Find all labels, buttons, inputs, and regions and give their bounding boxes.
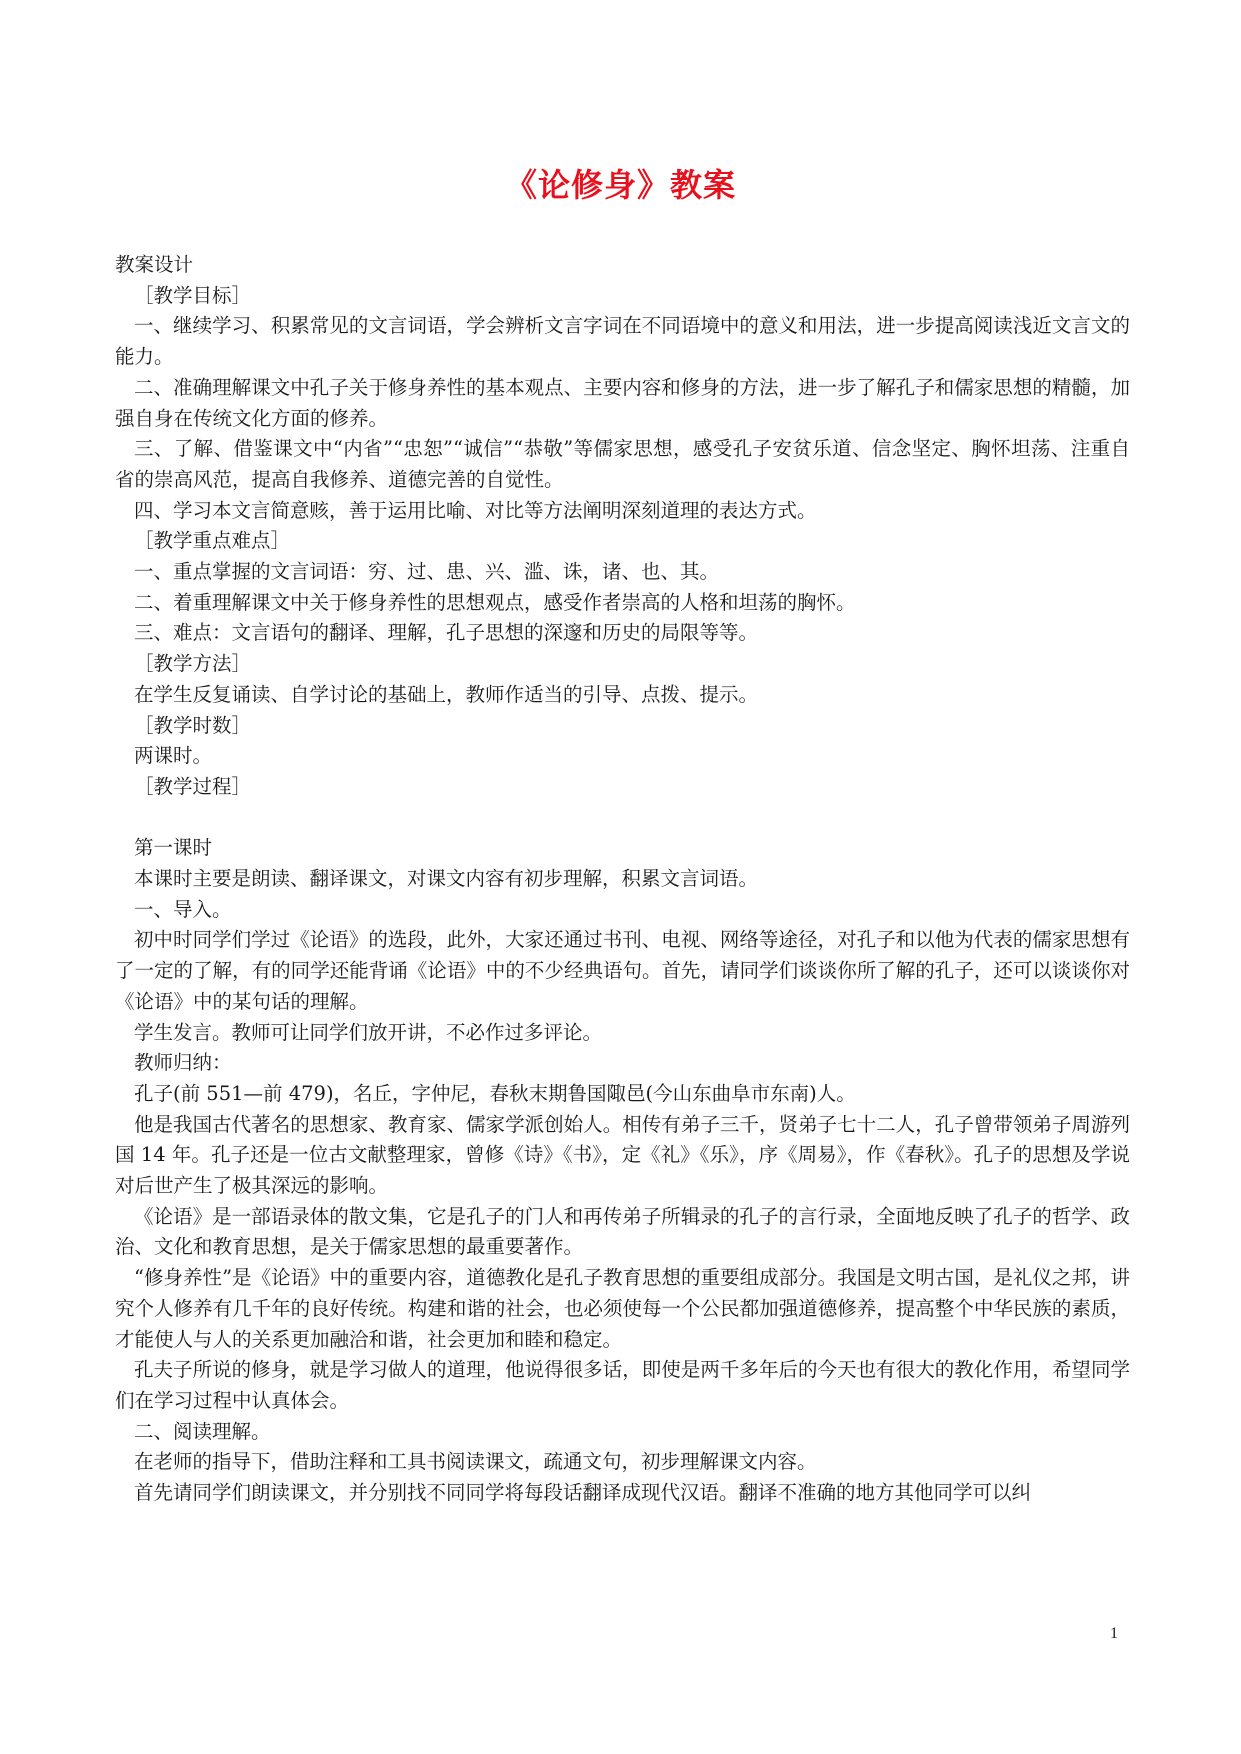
paragraph: 《论语》是一部语录体的散文集，它是孔子的门人和再传弟子所辑录的孔子的言行录，全面地反映了孔子的哲学、政治、文化和教育思想，是关于儒家思想的最重要著作。 bbox=[115, 1204, 1130, 1259]
paragraph: 首先请同学们朗读课文，并分别找不同同学将每段话翻译成现代汉语。翻译不准确的地方其他同学可以纠 bbox=[134, 1481, 1032, 1505]
paragraph: 一、重点掌握的文言词语：穷、过、患、兴、滥、诛，诸、也、其。 bbox=[134, 560, 720, 584]
document-title: 《论修身》教案 bbox=[504, 166, 736, 204]
paragraph: 一、继续学习、积累常见的文言词语，学会辨析文言字词在不同语境中的意义和用法，进一步提高阅读浅近文言文的能力。 bbox=[115, 314, 1130, 369]
subheading-teaching-goals: ［教学目标］ bbox=[134, 283, 252, 307]
step-heading: 二、阅读理解。 bbox=[134, 1419, 271, 1443]
paragraph: 教师归纳： bbox=[134, 1051, 232, 1075]
paragraph: 四、学习本文言简意赅，善于运用比喻、对比等方法阐明深刻道理的表达方式。 bbox=[134, 498, 817, 522]
subheading-key-points: ［教学重点难点］ bbox=[134, 529, 291, 553]
paragraph: 二、准确理解课文中孔子关于修身养性的基本观点、主要内容和修身的方法，进一步了解孔子和儒家思想的精髓，加强自身在传统文化方面的修养。 bbox=[115, 375, 1130, 430]
paragraph: 三、难点：文言语句的翻译、理解，孔子思想的深邃和历史的局限等等。 bbox=[134, 621, 759, 645]
paragraph: 他是我国古代著名的思想家、教育家、儒家学派创始人。相传有弟子三千，贤弟子七十二人，孔子曾带领弟子周游列国 14 年。孔子还是一位古文献整理家，曾修《诗》《书》，定《礼》《乐》，序《周易》，作《春秋》。孔子的思想及学说对后世产生了极其深远的影响。 bbox=[115, 1112, 1130, 1198]
paragraph: 在老师的指导下，借助注释和工具书阅读课文，疏通文句，初步理解课文内容。 bbox=[134, 1450, 817, 1474]
paragraph: 孔夫子所说的修身，就是学习做人的道理，他说得很多话，即使是两千多年后的今天也有很大的教化作用，希望同学们在学习过程中认真体会。 bbox=[115, 1358, 1130, 1412]
page-number: 1 bbox=[1110, 1625, 1118, 1642]
paragraph: 在学生反复诵读、自学讨论的基础上，教师作适当的引导、点拨、提示。 bbox=[134, 682, 759, 706]
paragraph: 本课时主要是朗读、翻译课文，对课文内容有初步理解，积累文言词语。 bbox=[134, 867, 759, 891]
document-body bbox=[115, 250, 1130, 1509]
paragraph: 学生发言。教师可让同学们放开讲，不必作过多评论。 bbox=[134, 1020, 603, 1044]
section-heading: 教案设计 bbox=[115, 253, 194, 276]
subheading-teaching-method: ［教学方法］ bbox=[134, 652, 252, 676]
paragraph: 三、了解、借鉴课文中“内省”“忠恕”“诚信”“恭敬”等儒家思想，感受孔子安贫乐道、信念坚定、胸怀坦荡、注重自省的崇高风范，提高自我修养、道德完善的自觉性。 bbox=[115, 437, 1130, 491]
subheading-class-hours: ［教学时数］ bbox=[134, 713, 252, 737]
subheading-teaching-process: ［教学过程］ bbox=[134, 774, 252, 798]
step-heading: 一、导入。 bbox=[134, 897, 232, 921]
paragraph: 孔子(前 551—前 479)，名丘，字仲尼，春秋末期鲁国陬邑(今山东曲阜市东南)人。 bbox=[134, 1081, 856, 1105]
lesson-heading: 第一课时 bbox=[134, 836, 213, 860]
blank-line bbox=[115, 803, 1130, 834]
paragraph: 二、着重理解课文中关于修身养性的思想观点，感受作者崇高的人格和坦荡的胸怀。 bbox=[134, 590, 856, 614]
paragraph: “修身养性”是《论语》中的重要内容，道德教化是孔子教育思想的重要组成部分。我国是文明古国，是礼仪之邦，讲究个人修养有几千年的良好传统。构建和谐的社会，也必须使每一个公民都加强道德修养，提高整个中华民族的素质，才能使人与人的关系更加融洽和谐，社会更加和睦和稳定。 bbox=[115, 1266, 1130, 1351]
paragraph: 初中时同学们学过《论语》的选段，此外，大家还通过书刊、电视、网络等途径，对孔子和以他为代表的儒家思想有了一定的了解，有的同学还能背诵《论语》中的不少经典语句。首先，请同学们谈谈你所了解的孔子，还可以谈谈你对《论语》中的某句话的理解。 bbox=[115, 928, 1130, 1013]
paragraph: 两课时。 bbox=[134, 744, 213, 768]
